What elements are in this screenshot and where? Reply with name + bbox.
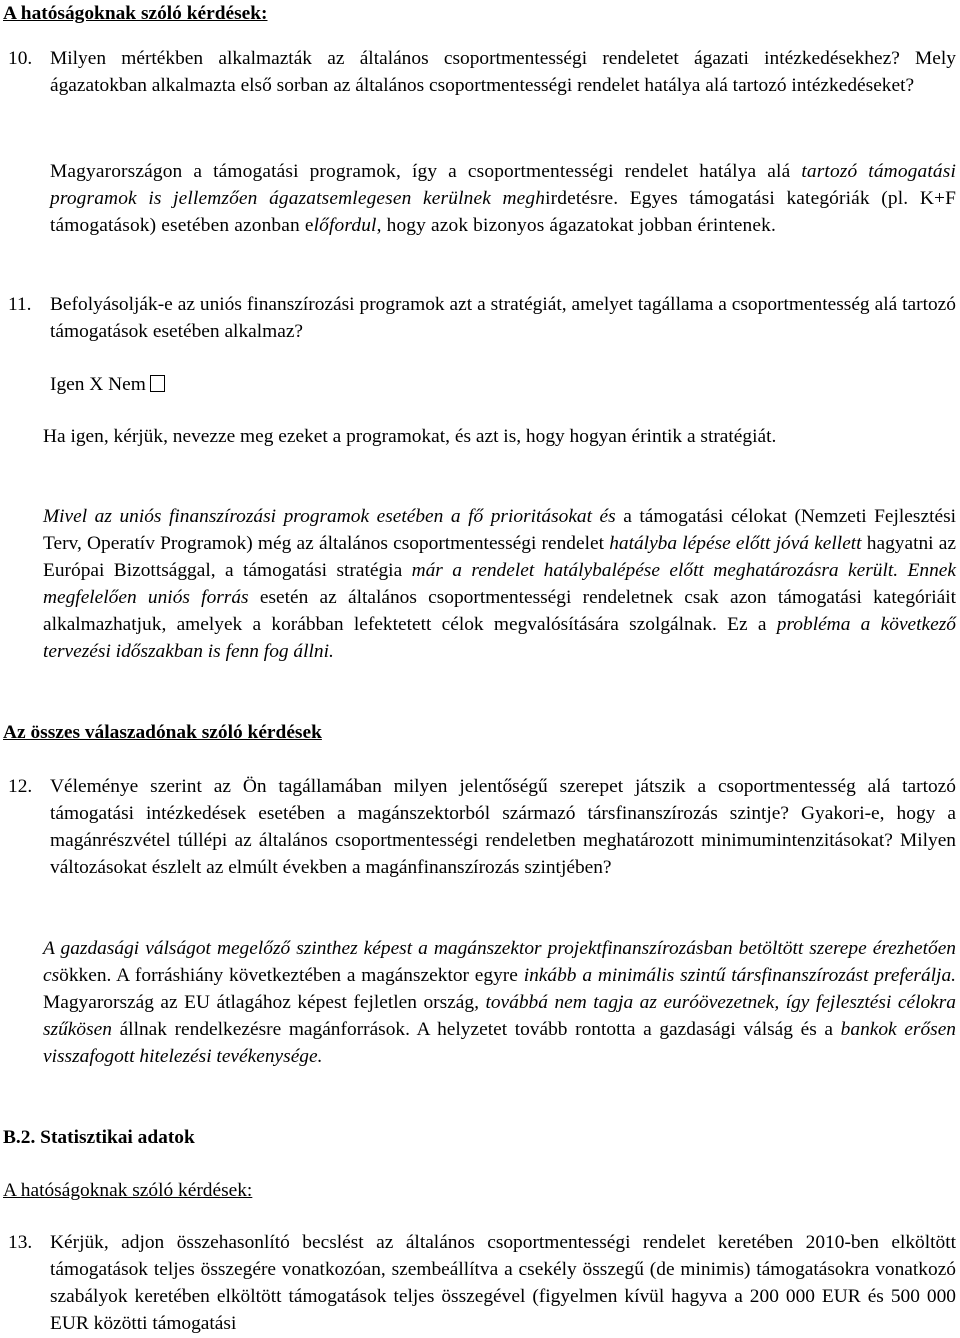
- answer-12-part-2: ökken. A forráshiány következtében a magánszektor egyre: [59, 965, 524, 986]
- answer-11-part-2: a támogatási célokat (Nemzeti Fejlesztési Terv, Operatív Programok) még az általános csoportmentességi rendelet: [43, 506, 956, 554]
- question-number-12: 12.: [8, 776, 33, 797]
- answer-12-part-1: A gazdasági válságot megelőző szinthez képest a magánszektor projektfinanszírozásban betöltött szerepe érezhetően cs: [43, 938, 956, 986]
- yes-no-choice: [50, 371, 165, 398]
- question-11-text: Befolyásolják-e az uniós finanszírozási programok azt a stratégiát, amelyet tagállama a csoportmentesség alá tartozó támogatások esetében alkalmaz?: [50, 294, 956, 342]
- answer-11-part-1: Mivel az uniós finanszírozási programok esetében a fő prioritásokat és: [43, 506, 616, 527]
- answer-12-part-5: , továbbá nem tagja az euróövezetnek, így fejlesztési célokra szűkösen: [43, 992, 957, 1040]
- heading-authorities-top: A hatóságoknak szóló kérdések:: [3, 3, 268, 24]
- question-12-text: Véleménye szerint az Ön tagállamában milyen jelentőségű szerepet játszik a csoportmentesség alá tartozó támogatási intézkedések esetében a magánszektorból származó társfinanszírozás szintje? Gyakori-e, hogy a magánrészvétel túllépi az általános csoportmentességi rendeletben meghatározott minimumintenzitásokat? Milyen változásokat észlelt az elmúlt években a magánfinanszírozás szintjében?: [50, 776, 956, 878]
- answer-10-part-d: lőfordul: [313, 215, 377, 236]
- question-10-text: Milyen mértékben alkalmazták az általános csoportmentességi rendeletet ágazati intézkedésekhez? Mely ágazatokban alkalmazta első sorban az általános csoportmentességi rendelet hatálya alá tartozó intézkedéseket?: [50, 48, 956, 96]
- answer-11-part-6: esetén az általános csoportmentességi rendeletnek csak azon támogatási kategóriáit alkalmazhatjuk, amelyek a korábban lefektetett célok megvalósítására szolgálnak. Ez a: [43, 587, 956, 635]
- answer-11: [43, 503, 956, 665]
- question-number-13: 13.: [8, 1232, 33, 1253]
- question-number-11: 11.: [8, 294, 32, 315]
- answer-12-part-3: inkább a minimális szintű társfinanszírozást preferálja.: [523, 965, 956, 986]
- answer-12: [43, 935, 956, 1070]
- answer-10-part-b: tartozó támogatási programok is jellemzően ágazatsemlegesen kerülnek megh: [50, 161, 956, 209]
- answer-12-part-4: Magyarország az EU átlagához képest fejletlen ország: [43, 992, 475, 1013]
- answer-10-part-a: Magyarországon a támogatási programok, így a csoportmentességi rendelet hatálya alá: [50, 161, 791, 182]
- answer-10-part-c: irdetésre. Egyes támogatási kategóriák (pl. K+F támogatások) esetében azonban e: [50, 188, 957, 236]
- heading-authorities-bottom: A hatóságoknak szóló kérdések:: [3, 1180, 253, 1201]
- answer-11-part-7: probléma a következő tervezési időszakban is fenn fog állni.: [43, 614, 956, 662]
- question-11-followup: Ha igen, kérjük, nevezze meg ezeket a programokat, és azt is, hogy hogyan érintik a stratégiát.: [43, 426, 777, 447]
- heading-section-b2: B.2. Statisztikai adatok: [3, 1127, 195, 1148]
- question-13-text: Kérjük, adjon összehasonlító becslést az általános csoportmentességi rendelet keretében 2010-ben elköltött támogatások teljes összegére vonatkozóan, szembeállítva a csekély összegű (de minimis) támogatásokra vonatkozó szabályok keretében elköltött támogatások teljes összegével (figyelmen kívül hagyva a 200 000 EUR és 500 000 EUR közötti támogatási: [50, 1232, 956, 1334]
- checkbox-icon: [150, 375, 165, 392]
- heading-all-respondents: Az összes válaszadónak szóló kérdések: [3, 722, 322, 743]
- answer-11-part-5: már a rendelet hatálybalépése előtt meghatározásra került. Ennek megfelelően uniós forrás: [43, 560, 956, 608]
- yes-no-choice-label: Igen X Nem: [50, 374, 146, 395]
- answer-11-part-4: hagyatni az Európai Bizottsággal, a támogatási stratégia: [43, 533, 956, 581]
- answer-10-part-e: , hogy azok bizonyos ágazatokat jobban érintenek.: [376, 215, 776, 236]
- answer-10: [50, 158, 956, 239]
- question-number-10: 10.: [8, 48, 33, 69]
- answer-12-part-7: bankok erősen visszafogott hitelezési tevékenysége.: [43, 1019, 957, 1067]
- answer-12-part-6: állnak rendelkezésre magánforrások. A helyzetet tovább rontotta a gazdasági válság és a: [111, 1019, 841, 1040]
- answer-11-part-3: hatályba lépése előtt jóvá kellett: [609, 533, 862, 554]
